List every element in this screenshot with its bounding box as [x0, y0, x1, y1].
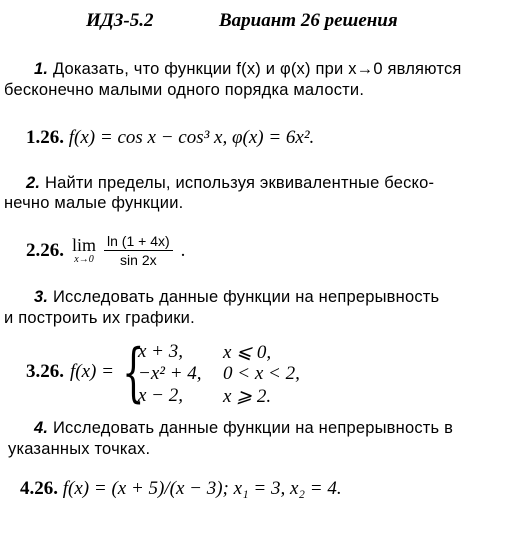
- task3-text: Исследовать данные функции на непрерывность: [52, 288, 440, 306]
- case-cond-3: x ⩾ 2.: [223, 386, 272, 407]
- limit-tail: .: [180, 239, 186, 261]
- task1-example-formula: f(x) = cos x − cos³ x, φ(x) = 6x².: [68, 127, 315, 148]
- case-expr-2: −x² + 4,: [138, 363, 202, 384]
- fraction-numerator: ln (1 + 4x): [104, 233, 173, 251]
- task2-example-number: 2.26.: [26, 239, 64, 261]
- limit-subscript: x→0: [74, 254, 94, 265]
- task3-example-num-text: 3.26.: [26, 361, 64, 382]
- task4-example-formula: f(x) = (x + 5)/(x − 3); x₁ = 3, x₂ = 4.: [62, 478, 342, 499]
- case-expr-3: x − 2,: [138, 385, 184, 406]
- task2-example: [26, 233, 185, 268]
- case-expr-1: x + 3,: [138, 341, 184, 362]
- limit-label: lim: [72, 235, 97, 255]
- task1-example-number: 1.26.: [26, 127, 64, 148]
- task4-line1: [34, 419, 453, 438]
- task3-lhs: f(x) =: [70, 361, 114, 382]
- fraction-denominator: sin 2x: [120, 252, 157, 268]
- task4-line2: указанных точках.: [8, 440, 151, 458]
- limit-fraction: [104, 233, 173, 268]
- task4-number: 4.: [34, 419, 49, 437]
- task3-line2: и построить их графики.: [4, 309, 195, 327]
- limit-operator: [72, 236, 96, 265]
- task2-line2: нечно малые функции.: [4, 194, 184, 212]
- task1-number: 1.: [34, 60, 49, 78]
- task1-example: [26, 127, 314, 149]
- task2-line1: [26, 174, 434, 193]
- task1-line1: [34, 60, 462, 79]
- case-cond-1: x ⩽ 0,: [223, 342, 272, 363]
- task4-text: Исследовать данные функции на непрерывность в: [52, 419, 454, 437]
- task2-number: 2.: [26, 174, 41, 192]
- variant-title: Вариант 26 решения: [219, 10, 398, 31]
- task4-example-number: 4.26.: [20, 478, 58, 499]
- task3-number: 3.: [34, 288, 49, 306]
- task4-example: [20, 478, 342, 500]
- task2-text: Найти пределы, используя эквивалентные беско-: [44, 174, 435, 192]
- task3-line1: [34, 288, 439, 307]
- cases-brace: {: [122, 336, 145, 410]
- case-cond-2: 0 < x < 2,: [223, 363, 300, 384]
- task1-line2: бесконечно малыми одного порядка малости.: [4, 81, 365, 99]
- task3-example-number: [26, 361, 64, 383]
- task1-text: Доказать, что функции f(x) и φ(x) при x→0 являются: [52, 60, 462, 78]
- document-title: ИДЗ-5.2: [86, 10, 154, 31]
